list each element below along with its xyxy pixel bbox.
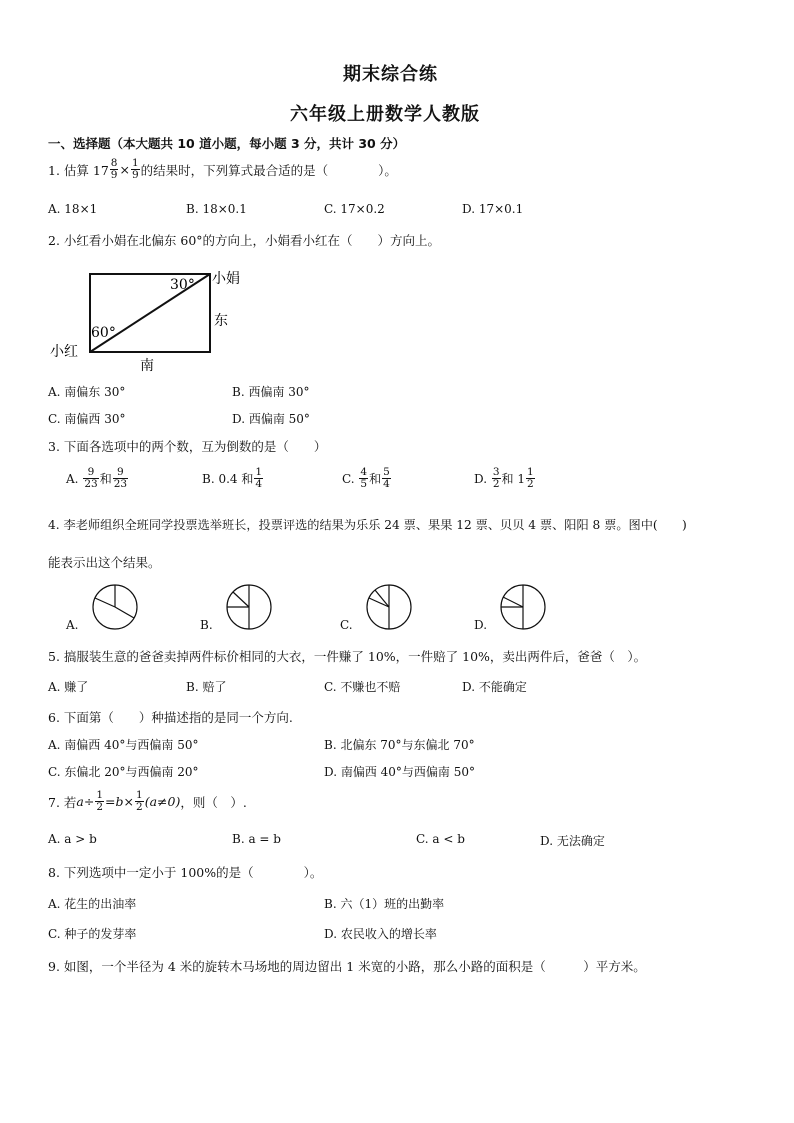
q4-option-c-label[interactable]: C. (340, 618, 353, 632)
q7-f2-num: 1 (136, 789, 143, 801)
q1-times: × (119, 162, 130, 177)
q7-times: × (123, 794, 135, 809)
q3-option-d[interactable] (474, 467, 536, 490)
q6-option-c[interactable]: C. 东偏北 20°与西偏南 20° (48, 765, 199, 779)
q4-option-b-label[interactable]: B. (200, 618, 213, 632)
q6-option-d[interactable]: D. 南偏西 40°与西偏南 50° (324, 765, 475, 779)
section-heading: 一、选择题（本大题共 10 道小题，每小题 3 分，共计 30 分） (48, 136, 406, 151)
q3-d-f2-den: 2 (526, 478, 534, 490)
q2-option-c[interactable]: C. 南偏西 30° (48, 412, 126, 426)
q1-f2-den: 9 (131, 169, 139, 181)
q4-pie-b-slice-3 (233, 592, 249, 607)
question-8: 8. 下列选项中一定小于 100%的是（ ）。 (48, 865, 323, 880)
q4-pie-a-slice-3 (95, 598, 115, 607)
q5-option-b[interactable]: B. 赔了 (186, 680, 227, 694)
q3-c-f2-num: 5 (383, 466, 390, 478)
q7-option-c[interactable]: C. a < b (416, 832, 465, 846)
q3-option-b[interactable] (202, 467, 264, 490)
q3-c-f2-den: 4 (383, 478, 390, 490)
q3-c-label: C. (342, 471, 355, 486)
q3-d-f1-den: 2 (492, 478, 500, 490)
q5-option-d[interactable]: D. 不能确定 (462, 680, 527, 694)
q7-eq: = (105, 794, 116, 809)
q3-a-f1-den: 23 (84, 478, 98, 490)
q7-option-b[interactable]: B. a = b (232, 832, 281, 846)
q3-d-frac-1 (492, 467, 501, 490)
q1-suffix: 的结果时，下列算式最合适的是（ ）。 (140, 162, 397, 178)
q3-d-frac-2 (526, 467, 535, 490)
q4-pie-d[interactable] (498, 583, 548, 631)
q3-b-frac (254, 467, 263, 490)
q3-a-f2-num: 9 (113, 467, 128, 479)
q7-div: ÷ (83, 794, 95, 809)
q3-c-frac-1 (359, 467, 368, 490)
q3-option-c[interactable] (342, 467, 392, 490)
q1-fraction-1 (110, 158, 119, 181)
q7-fraction-1 (95, 790, 104, 813)
q1-f1-den: 9 (110, 169, 118, 181)
q7-var-b: b (115, 794, 124, 809)
q2-option-a[interactable]: A. 南偏东 30° (48, 385, 126, 399)
q7-f1-num: 1 (96, 789, 104, 801)
q7-f2-den: 2 (136, 801, 143, 813)
q7-option-d[interactable]: D. 无法确定 (540, 834, 605, 848)
question-1 (48, 158, 397, 181)
q2-direction-diagram (46, 262, 256, 374)
q7-suffix: ，则（ ）. (180, 794, 247, 810)
q5-option-c[interactable]: C. 不赚也不赔 (324, 680, 401, 694)
q2-label-east: 东 (214, 313, 228, 329)
q7-prefix: 7. 若 (48, 794, 77, 810)
q3-d-f1-num: 3 (492, 466, 500, 478)
q3-c-and: 和 (369, 472, 382, 486)
q2-option-d[interactable]: D. 西偏南 50° (232, 412, 310, 426)
q8-option-c[interactable]: C. 种子的发芽率 (48, 927, 137, 941)
q7-option-a[interactable]: A. a > b (48, 832, 97, 846)
q3-a-label: A. (66, 471, 79, 486)
question-3: 3. 下面各选项中的两个数，互为倒数的是（ ） (48, 439, 327, 454)
question-5: 5. 搞服装生意的爸爸卖掉两件标价相同的大衣，一件赚了 10%，一件赔了 10%，卖出两件后，爸爸（ ）。 (48, 649, 647, 664)
q1-prefix: 1. 估算 17 (48, 162, 109, 178)
q7-fraction-2 (135, 790, 144, 813)
question-4-line-1: 4. 李老师组织全班同学投票选举班长，投票评选的结果为乐乐 24 票、果果 12 票、贝贝 4 票、阳阳 8 票。图中( ) (48, 518, 687, 532)
q3-a-frac-2 (113, 467, 128, 490)
q7-f1-den: 2 (96, 801, 104, 813)
q7-var-a: a (76, 794, 84, 809)
q1-option-b[interactable]: B. 18×0.1 (186, 202, 247, 216)
q2-label-xiaojuan: 小娟 (212, 271, 240, 287)
q6-option-b[interactable]: B. 北偏东 70°与东偏北 70° (324, 738, 475, 752)
q8-option-a[interactable]: A. 花生的出油率 (48, 897, 137, 911)
q3-c-f1-num: 4 (360, 466, 368, 478)
q8-option-b[interactable]: B. 六（1）班的出勤率 (324, 897, 445, 911)
q4-option-a-label[interactable]: A. (66, 618, 79, 632)
q4-pie-a-slice-2 (115, 607, 134, 618)
q5-option-a[interactable]: A. 赚了 (48, 680, 89, 694)
q3-b-num: 1 (255, 466, 263, 478)
question-7 (48, 790, 247, 813)
q2-label-south: 南 (140, 358, 154, 374)
question-6: 6. 下面第（ ）种描述指的是同一个方向. (48, 710, 293, 725)
q1-option-a[interactable]: A. 18×1 (48, 202, 98, 216)
q8-option-d[interactable]: D. 农民收入的增长率 (324, 927, 437, 941)
q1-option-c[interactable]: C. 17×0.2 (324, 202, 385, 216)
q3-a-frac-1 (83, 467, 98, 490)
q6-option-a[interactable]: A. 南偏西 40°与西偏南 50° (48, 738, 199, 752)
page-title: 期末综合练 (343, 64, 438, 85)
question-9: 9. 如图，一个半径为 4 米的旋转木马场地的周边留出 1 米宽的小路，那么小路的面积是（ ）平方米。 (48, 959, 646, 974)
q3-b-label: B. 0.4 和 (202, 472, 254, 486)
question-2: 2. 小红看小娟在北偏东 60°的方向上，小娟看小红在（ ）方向上。 (48, 233, 441, 248)
question-4-line-2: 能表示出这个结果。 (48, 555, 161, 570)
q2-option-b[interactable]: B. 西偏南 30° (232, 385, 310, 399)
q4-pie-c[interactable] (364, 583, 414, 631)
page-subtitle: 六年级上册数学人教版 (290, 104, 480, 125)
q1-f2-num: 1 (131, 157, 139, 169)
q3-a-and: 和 (99, 472, 112, 486)
q3-option-a[interactable] (66, 467, 129, 490)
q4-option-d-label[interactable]: D. (474, 618, 488, 632)
q3-c-frac-2 (382, 467, 391, 490)
q3-a-f2-den: 23 (113, 478, 128, 490)
q7-condition: (a≠0) (144, 794, 181, 809)
q3-a-f1-num: 9 (83, 467, 98, 479)
q2-angle-bottom: 60° (91, 325, 116, 341)
q3-d-f2-num: 1 (526, 466, 534, 478)
q4-pie-b[interactable] (224, 583, 274, 631)
q4-pie-a[interactable] (90, 583, 140, 631)
q4-pie-d-slice-3 (503, 597, 523, 607)
q3-c-f1-den: 5 (360, 478, 368, 490)
q3-b-den: 4 (255, 478, 263, 490)
q3-d-label: D. (474, 471, 488, 486)
q2-angle-top: 30° (170, 277, 195, 293)
q3-d-and: 和 1 (501, 472, 525, 486)
q1-fraction-2 (131, 158, 140, 181)
q1-f1-num: 8 (110, 157, 118, 169)
q1-option-d[interactable]: D. 17×0.1 (462, 202, 524, 216)
q2-label-xiaohong: 小红 (50, 344, 78, 360)
